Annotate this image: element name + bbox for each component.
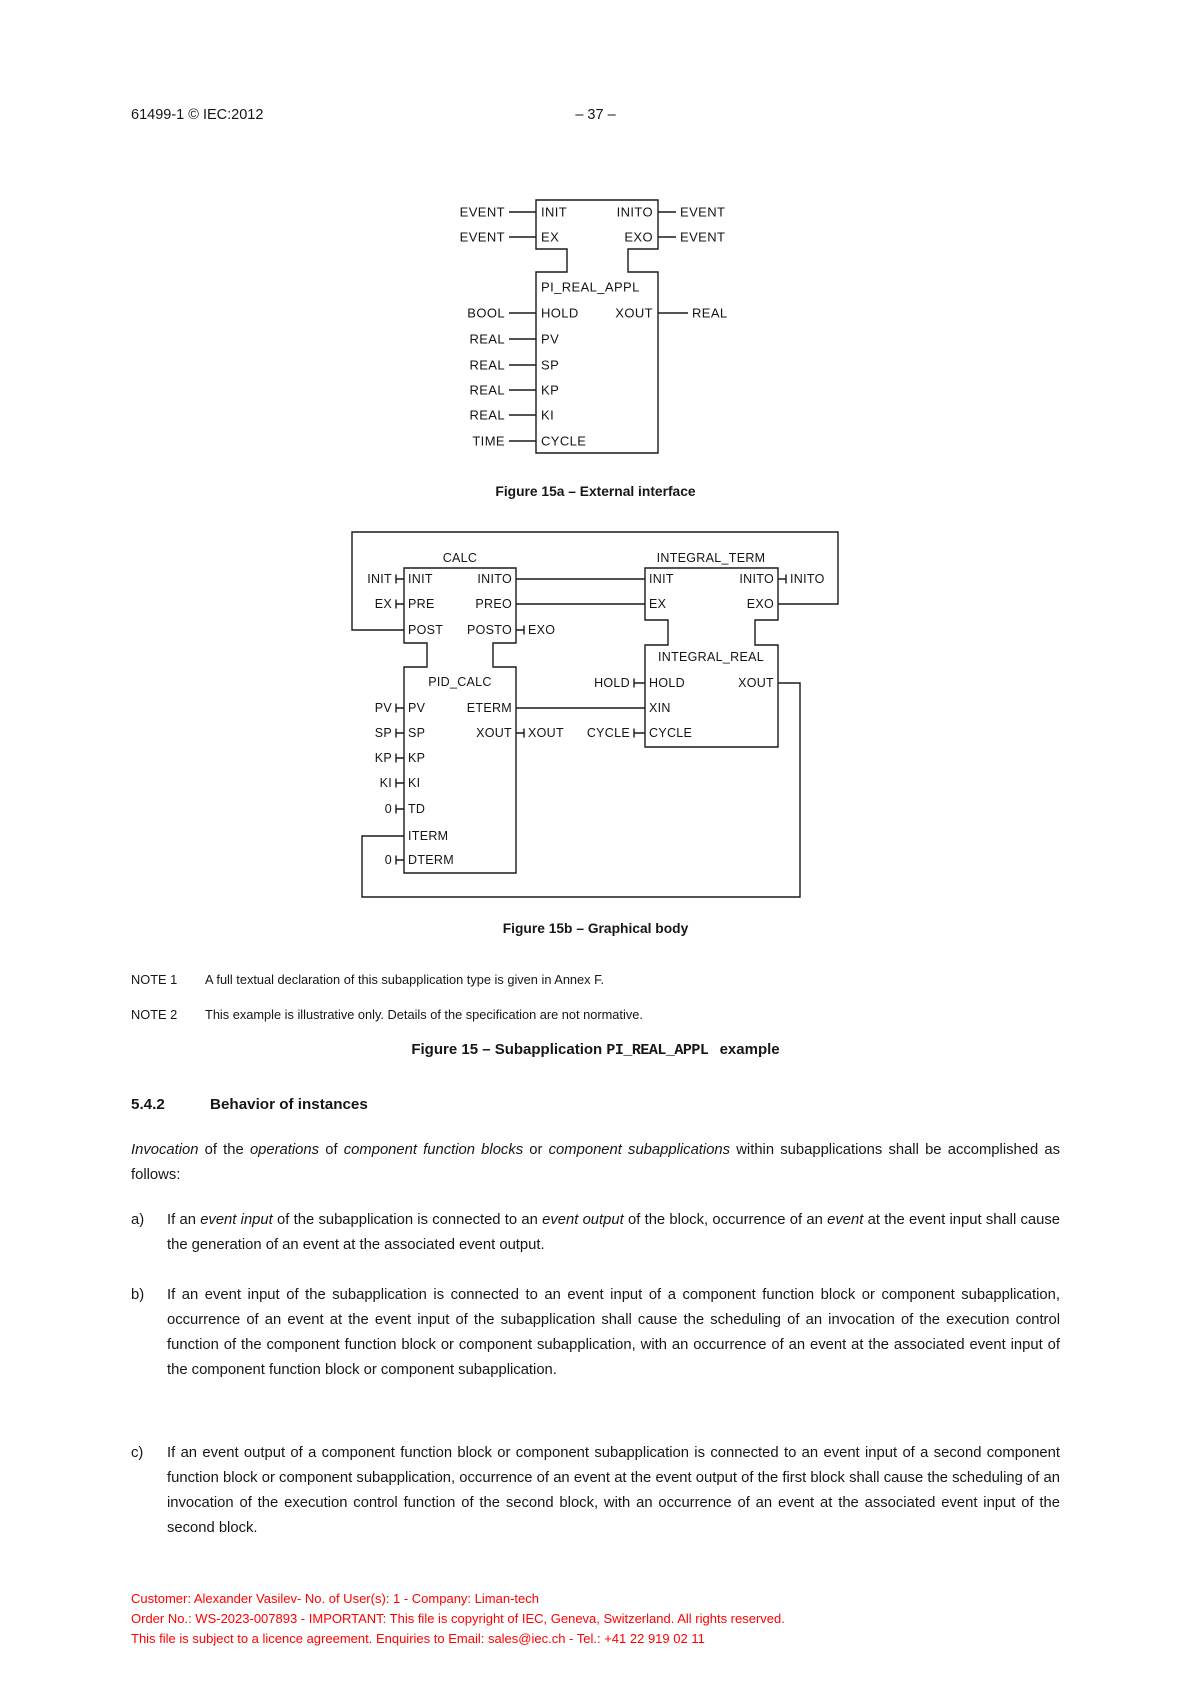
- interface-pin-label: XOUT: [528, 726, 564, 740]
- interface-pin-label: KI: [379, 776, 392, 790]
- list-item-text: If an event output of a component function block or component subapplication is connected to an event input of a second component function block or component subapplication, occurrence of an event at the event output of the first block shall cause the scheduling of an invocation of the execution control function of the second block, with an occurrence of an event at the associated event input of the second block.: [167, 1445, 1060, 1536]
- interface-pin-label: KP: [374, 751, 392, 765]
- list-item-c: [131, 1441, 1060, 1541]
- data-input-type-label: REAL: [469, 331, 505, 347]
- list-item-b: [131, 1283, 1060, 1383]
- figure-15b-diagram: [330, 495, 850, 910]
- data-input-pin: KP: [541, 382, 560, 398]
- list-item-a: [131, 1208, 1060, 1258]
- note-label: NOTE 1: [131, 972, 178, 987]
- data-input-type-label: BOOL: [467, 305, 505, 321]
- fb-instance-name: CALC: [442, 551, 478, 565]
- section-number: 5.4.2: [131, 1096, 165, 1113]
- event-input-pin: PRE: [408, 597, 435, 611]
- data-input-pin: SP: [408, 726, 426, 740]
- data-input-pin: HOLD: [649, 676, 685, 690]
- note-2: [131, 1007, 1060, 1022]
- header-page-number: – 37 –: [575, 107, 616, 123]
- fb-outline-calc: [404, 568, 516, 873]
- data-input-pin: CYCLE: [541, 433, 587, 449]
- event-input-pin: INIT: [649, 572, 674, 586]
- footer-line: Order No.: WS-2023-007893 - IMPORTANT: This file is copyright of IEC, Geneva, Switzerland. All rights reserved.: [131, 1611, 785, 1626]
- data-input-type-label: TIME: [472, 433, 505, 449]
- interface-pin-label: PV: [374, 701, 392, 715]
- interface-pin-label: EXO: [528, 623, 556, 637]
- fb-instance-name: INTEGRAL_TERM: [656, 551, 766, 565]
- data-input-pin: SP: [541, 357, 560, 373]
- event-output-pin: INITO: [477, 572, 512, 586]
- interface-ticks: [396, 575, 786, 865]
- event-output-pin: POSTO: [466, 623, 512, 637]
- data-input-pin: PV: [408, 701, 426, 715]
- list-marker: b): [131, 1287, 145, 1303]
- data-input-pin: DTERM: [408, 853, 454, 867]
- interface-pin-label: INIT: [367, 572, 392, 586]
- fb-type-name: INTEGRAL_REAL: [657, 650, 765, 664]
- list-marker: c): [131, 1445, 144, 1461]
- note-label: NOTE 2: [131, 1007, 178, 1022]
- note-text: This example is illustrative only. Details of the specification are not normative.: [205, 1007, 643, 1022]
- literal-value-label: 0: [384, 802, 392, 816]
- data-output-pin: ETERM: [466, 701, 512, 715]
- figure-15b-caption: Figure 15b – Graphical body: [502, 921, 689, 936]
- interface-pin-label: CYCLE: [586, 726, 630, 740]
- list-item-text: If an event input of the subapplication is connected to an event input of a component function block or component subapplication, occurrence of an event at the event input of the subapplication shall cause the scheduling of an invocation of the execution control function of the component function block or component subapplication, with an occurrence of an event at the associated event input of the component function block or component subapplication.: [167, 1287, 1060, 1378]
- data-input-pin: ITERM: [408, 829, 449, 843]
- interface-pin-label: INITO: [790, 572, 825, 586]
- footer-line: Customer: Alexander Vasilev- No. of User(s): 1 - Company: Liman-tech: [131, 1591, 539, 1606]
- data-input-pin: TD: [408, 802, 426, 816]
- data-input-type-label: REAL: [469, 407, 505, 423]
- event-output-pin: INITO: [616, 204, 653, 220]
- fb-type-name: PID_CALC: [428, 675, 492, 689]
- data-input-pin: CYCLE: [649, 726, 693, 740]
- data-input-pin: KP: [408, 751, 426, 765]
- event-output-pin: PREO: [475, 597, 512, 611]
- event-input-type-label: EVENT: [459, 229, 505, 245]
- event-output-pin: EXO: [624, 229, 653, 245]
- note-1: [131, 972, 1060, 987]
- data-output-pin: XOUT: [615, 305, 653, 321]
- event-input-pin: INIT: [541, 204, 568, 220]
- event-input-type-label: EVENT: [459, 204, 505, 220]
- data-input-pin: PV: [541, 331, 560, 347]
- intro-paragraph: Invocation of the operations of component function blocks or component subapplications within subapplications shall be accomplished as follows:: [131, 1142, 1061, 1183]
- footer-line: This file is subject to a licence agreement. Enquiries to Email: sales@iec.ch - Tel.: +41 22 919 02 11: [131, 1631, 705, 1646]
- data-input-pin: HOLD: [541, 305, 579, 321]
- data-input-type-label: REAL: [469, 357, 505, 373]
- data-input-pin: KI: [541, 407, 555, 423]
- interface-pin-label: SP: [374, 726, 392, 740]
- data-input-pin: KI: [408, 776, 421, 790]
- event-output-pin: EXO: [746, 597, 774, 611]
- list-item-text: If an event input of the subapplication is connected to an event output of the block, occurrence of an event at the event input shall cause the generation of an event at the associated event output.: [167, 1212, 1060, 1253]
- figure-15-caption: Figure 15 – Subapplication PI_REAL_APPL example: [411, 1041, 780, 1059]
- list-marker: a): [131, 1212, 145, 1228]
- data-input-pin: XIN: [649, 701, 671, 715]
- figure-15a-caption: Figure 15a – External interface: [495, 484, 696, 499]
- data-input-type-label: REAL: [469, 382, 505, 398]
- data-output-pin: XOUT: [476, 726, 512, 740]
- interface-pin-label: EX: [374, 597, 392, 611]
- literal-value-label: 0: [384, 853, 392, 867]
- event-input-pin: INIT: [408, 572, 433, 586]
- header-doc-ref: 61499-1 © IEC:2012: [131, 107, 264, 123]
- footer: [131, 1589, 1131, 1649]
- fb-wires: [396, 579, 786, 860]
- section-title: Behavior of instances: [210, 1096, 368, 1113]
- event-input-pin: POST: [408, 623, 444, 637]
- section-heading: [131, 1096, 368, 1113]
- event-output-pin: INITO: [739, 572, 774, 586]
- figure-15a-diagram: [420, 180, 750, 465]
- note-text: A full textual declaration of this subapplication type is given in Annex F.: [205, 972, 605, 987]
- data-output-type-label: REAL: [692, 305, 728, 321]
- fb-type-name: PI_REAL_APPL: [541, 279, 640, 295]
- event-input-pin: EX: [541, 229, 560, 245]
- data-output-pin: XOUT: [738, 676, 774, 690]
- event-input-pin: EX: [649, 597, 667, 611]
- interface-pin-label: HOLD: [594, 676, 630, 690]
- event-output-type-label: EVENT: [680, 204, 726, 220]
- event-output-type-label: EVENT: [680, 229, 726, 245]
